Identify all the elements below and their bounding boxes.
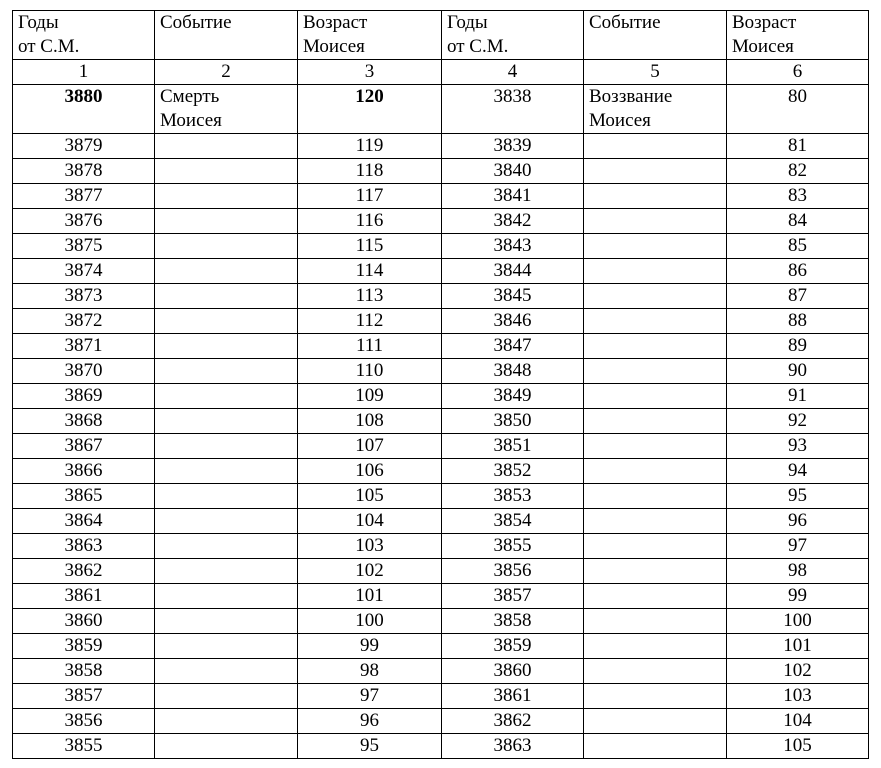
column-number: 1: [13, 60, 155, 85]
event-cell: [155, 409, 298, 434]
age-cell: 94: [727, 459, 869, 484]
event-cell: [584, 134, 727, 159]
header-line: Событие: [589, 12, 661, 33]
table-row: [13, 184, 869, 209]
year-cell: 3840: [442, 159, 584, 184]
age-cell: 103: [727, 684, 869, 709]
event-cell: [584, 309, 727, 334]
event-cell: [584, 384, 727, 409]
table-row: [13, 309, 869, 334]
year-cell: 3853: [442, 484, 584, 509]
event-cell: [155, 284, 298, 309]
year-cell: 3854: [442, 509, 584, 534]
chronology-table: [12, 10, 869, 759]
header-line: от С.М.: [18, 36, 80, 57]
column-number: 2: [155, 60, 298, 85]
age-cell: 86: [727, 259, 869, 284]
table-row: [13, 459, 869, 484]
column-number: 6: [727, 60, 869, 85]
year-cell: 3874: [13, 259, 155, 284]
year-cell: 3849: [442, 384, 584, 409]
event-cell: [155, 459, 298, 484]
year-cell: 3860: [13, 609, 155, 634]
header-age-right: [727, 11, 869, 60]
header-event-right: [584, 11, 727, 60]
year-cell: 3861: [13, 584, 155, 609]
year-cell: 3846: [442, 309, 584, 334]
header-row: [13, 11, 869, 60]
event-cell: [584, 684, 727, 709]
age-cell: 117: [298, 184, 442, 209]
age-cell: 105: [298, 484, 442, 509]
event-cell: [584, 434, 727, 459]
age-cell: 102: [727, 659, 869, 684]
year-cell: 3839: [442, 134, 584, 159]
year-cell: 3844: [442, 259, 584, 284]
header-age-left: [298, 11, 442, 60]
event-cell: [155, 684, 298, 709]
header-years-left: [13, 11, 155, 60]
year-cell: 3845: [442, 284, 584, 309]
event-cell-calling-of-moses: [584, 85, 727, 134]
age-cell: 96: [727, 509, 869, 534]
header-line: Возраст: [732, 12, 797, 33]
table-row: [13, 209, 869, 234]
event-cell: [584, 584, 727, 609]
event-cell: [584, 609, 727, 634]
year-cell: 3855: [442, 534, 584, 559]
year-cell: 3857: [442, 584, 584, 609]
event-cell: [155, 209, 298, 234]
event-cell: [584, 459, 727, 484]
event-cell: [584, 359, 727, 384]
event-cell: [584, 159, 727, 184]
year-cell: 3872: [13, 309, 155, 334]
age-cell: 114: [298, 259, 442, 284]
age-cell: 87: [727, 284, 869, 309]
year-cell: 3847: [442, 334, 584, 359]
event-cell: [155, 634, 298, 659]
year-cell: 3865: [13, 484, 155, 509]
year-cell: 3863: [442, 734, 584, 759]
event-cell: [155, 734, 298, 759]
column-number: 5: [584, 60, 727, 85]
age-cell: 112: [298, 309, 442, 334]
event-cell: [155, 709, 298, 734]
header-line: Событие: [160, 12, 232, 33]
event-cell: [584, 634, 727, 659]
event-cell: [584, 409, 727, 434]
table-row: [13, 584, 869, 609]
year-cell: 3869: [13, 384, 155, 409]
table-row: [13, 534, 869, 559]
age-cell: 120: [298, 85, 442, 134]
event-cell: [155, 434, 298, 459]
header-line: Возраст: [303, 12, 368, 33]
age-cell: 82: [727, 159, 869, 184]
table-row: [13, 134, 869, 159]
year-cell: 3868: [13, 409, 155, 434]
year-cell: 3876: [13, 209, 155, 234]
age-cell: 106: [298, 459, 442, 484]
event-cell: [584, 509, 727, 534]
year-cell: 3855: [13, 734, 155, 759]
event-cell: [584, 734, 727, 759]
age-cell: 96: [298, 709, 442, 734]
age-cell: 119: [298, 134, 442, 159]
age-cell: 80: [727, 85, 869, 134]
age-cell: 88: [727, 309, 869, 334]
age-cell: 100: [298, 609, 442, 634]
table-row: [13, 234, 869, 259]
year-cell: 3859: [442, 634, 584, 659]
age-cell: 115: [298, 234, 442, 259]
event-cell: [155, 384, 298, 409]
event-cell: [155, 134, 298, 159]
age-cell: 99: [727, 584, 869, 609]
age-cell: 116: [298, 209, 442, 234]
age-cell: 98: [298, 659, 442, 684]
age-cell: 89: [727, 334, 869, 359]
event-cell: [155, 509, 298, 534]
event-cell: [155, 659, 298, 684]
year-cell: 3858: [442, 609, 584, 634]
table-row: [13, 734, 869, 759]
table-row: [13, 609, 869, 634]
table-row: [13, 409, 869, 434]
event-cell: [584, 709, 727, 734]
event-line: Моисея: [589, 110, 651, 131]
event-line: Смерть: [160, 86, 220, 107]
table-row: [13, 684, 869, 709]
header-line: Годы: [447, 12, 488, 33]
header-years-right: [442, 11, 584, 60]
age-cell: 118: [298, 159, 442, 184]
event-cell: [155, 259, 298, 284]
event-cell: [584, 284, 727, 309]
year-cell: 3864: [13, 509, 155, 534]
table-row: [13, 659, 869, 684]
year-cell: 3856: [13, 709, 155, 734]
year-cell: 3860: [442, 659, 584, 684]
event-cell: [584, 334, 727, 359]
year-cell: 3856: [442, 559, 584, 584]
age-cell: 99: [298, 634, 442, 659]
age-cell: 113: [298, 284, 442, 309]
age-cell: 111: [298, 334, 442, 359]
year-cell: 3862: [13, 559, 155, 584]
event-cell: [155, 559, 298, 584]
column-number-row: [13, 60, 869, 85]
table-row: [13, 559, 869, 584]
age-cell: 107: [298, 434, 442, 459]
year-cell: 3838: [442, 85, 584, 134]
table-row: [13, 384, 869, 409]
event-cell: [584, 209, 727, 234]
year-cell: 3877: [13, 184, 155, 209]
event-cell: [155, 184, 298, 209]
age-cell: 109: [298, 384, 442, 409]
age-cell: 98: [727, 559, 869, 584]
event-cell: [584, 484, 727, 509]
age-cell: 100: [727, 609, 869, 634]
header-event-left: [155, 11, 298, 60]
year-cell: 3879: [13, 134, 155, 159]
table-row: [13, 634, 869, 659]
event-line: Моисея: [160, 110, 222, 131]
age-cell: 102: [298, 559, 442, 584]
event-cell: [155, 584, 298, 609]
event-cell: [584, 559, 727, 584]
event-cell: [584, 659, 727, 684]
age-cell: 101: [727, 634, 869, 659]
table-row: [13, 484, 869, 509]
year-cell: 3862: [442, 709, 584, 734]
header-line: Моисея: [732, 36, 794, 57]
age-cell: 85: [727, 234, 869, 259]
event-cell: [584, 259, 727, 284]
year-cell: 3852: [442, 459, 584, 484]
age-cell: 101: [298, 584, 442, 609]
event-cell: [155, 484, 298, 509]
age-cell: 108: [298, 409, 442, 434]
table-row: [13, 709, 869, 734]
year-cell: 3850: [442, 409, 584, 434]
table-row-first: [13, 85, 869, 134]
event-line: Воззвание: [589, 86, 673, 107]
age-cell: 97: [298, 684, 442, 709]
age-cell: 81: [727, 134, 869, 159]
year-cell: 3858: [13, 659, 155, 684]
year-cell: 3871: [13, 334, 155, 359]
year-cell: 3866: [13, 459, 155, 484]
table-row: [13, 334, 869, 359]
age-cell: 104: [298, 509, 442, 534]
table-row: [13, 259, 869, 284]
age-cell: 83: [727, 184, 869, 209]
event-cell: [155, 609, 298, 634]
age-cell: 92: [727, 409, 869, 434]
age-cell: 104: [727, 709, 869, 734]
age-cell: 105: [727, 734, 869, 759]
table-row: [13, 159, 869, 184]
year-cell: 3848: [442, 359, 584, 384]
year-cell: 3878: [13, 159, 155, 184]
event-cell: [155, 309, 298, 334]
event-cell: [155, 359, 298, 384]
event-cell: [155, 334, 298, 359]
header-line: Моисея: [303, 36, 365, 57]
table-body: [13, 85, 869, 759]
age-cell: 93: [727, 434, 869, 459]
age-cell: 95: [727, 484, 869, 509]
event-cell: [155, 234, 298, 259]
year-cell: 3867: [13, 434, 155, 459]
column-number: 3: [298, 60, 442, 85]
event-cell: [584, 234, 727, 259]
year-cell: 3841: [442, 184, 584, 209]
year-cell: 3873: [13, 284, 155, 309]
column-number: 4: [442, 60, 584, 85]
year-cell: 3842: [442, 209, 584, 234]
year-cell: 3863: [13, 534, 155, 559]
table-row: [13, 434, 869, 459]
event-cell-death-of-moses: [155, 85, 298, 134]
table-row: [13, 509, 869, 534]
age-cell: 97: [727, 534, 869, 559]
year-cell: 3870: [13, 359, 155, 384]
age-cell: 103: [298, 534, 442, 559]
header-line: от С.М.: [447, 36, 509, 57]
event-cell: [584, 534, 727, 559]
event-cell: [155, 534, 298, 559]
year-cell: 3851: [442, 434, 584, 459]
age-cell: 84: [727, 209, 869, 234]
year-cell: 3880: [13, 85, 155, 134]
age-cell: 110: [298, 359, 442, 384]
year-cell: 3843: [442, 234, 584, 259]
year-cell: 3861: [442, 684, 584, 709]
header-line: Годы: [18, 12, 59, 33]
year-cell: 3875: [13, 234, 155, 259]
event-cell: [155, 159, 298, 184]
age-cell: 90: [727, 359, 869, 384]
table-row: [13, 284, 869, 309]
age-cell: 91: [727, 384, 869, 409]
table-row: [13, 359, 869, 384]
age-cell: 95: [298, 734, 442, 759]
event-cell: [584, 184, 727, 209]
year-cell: 3859: [13, 634, 155, 659]
year-cell: 3857: [13, 684, 155, 709]
